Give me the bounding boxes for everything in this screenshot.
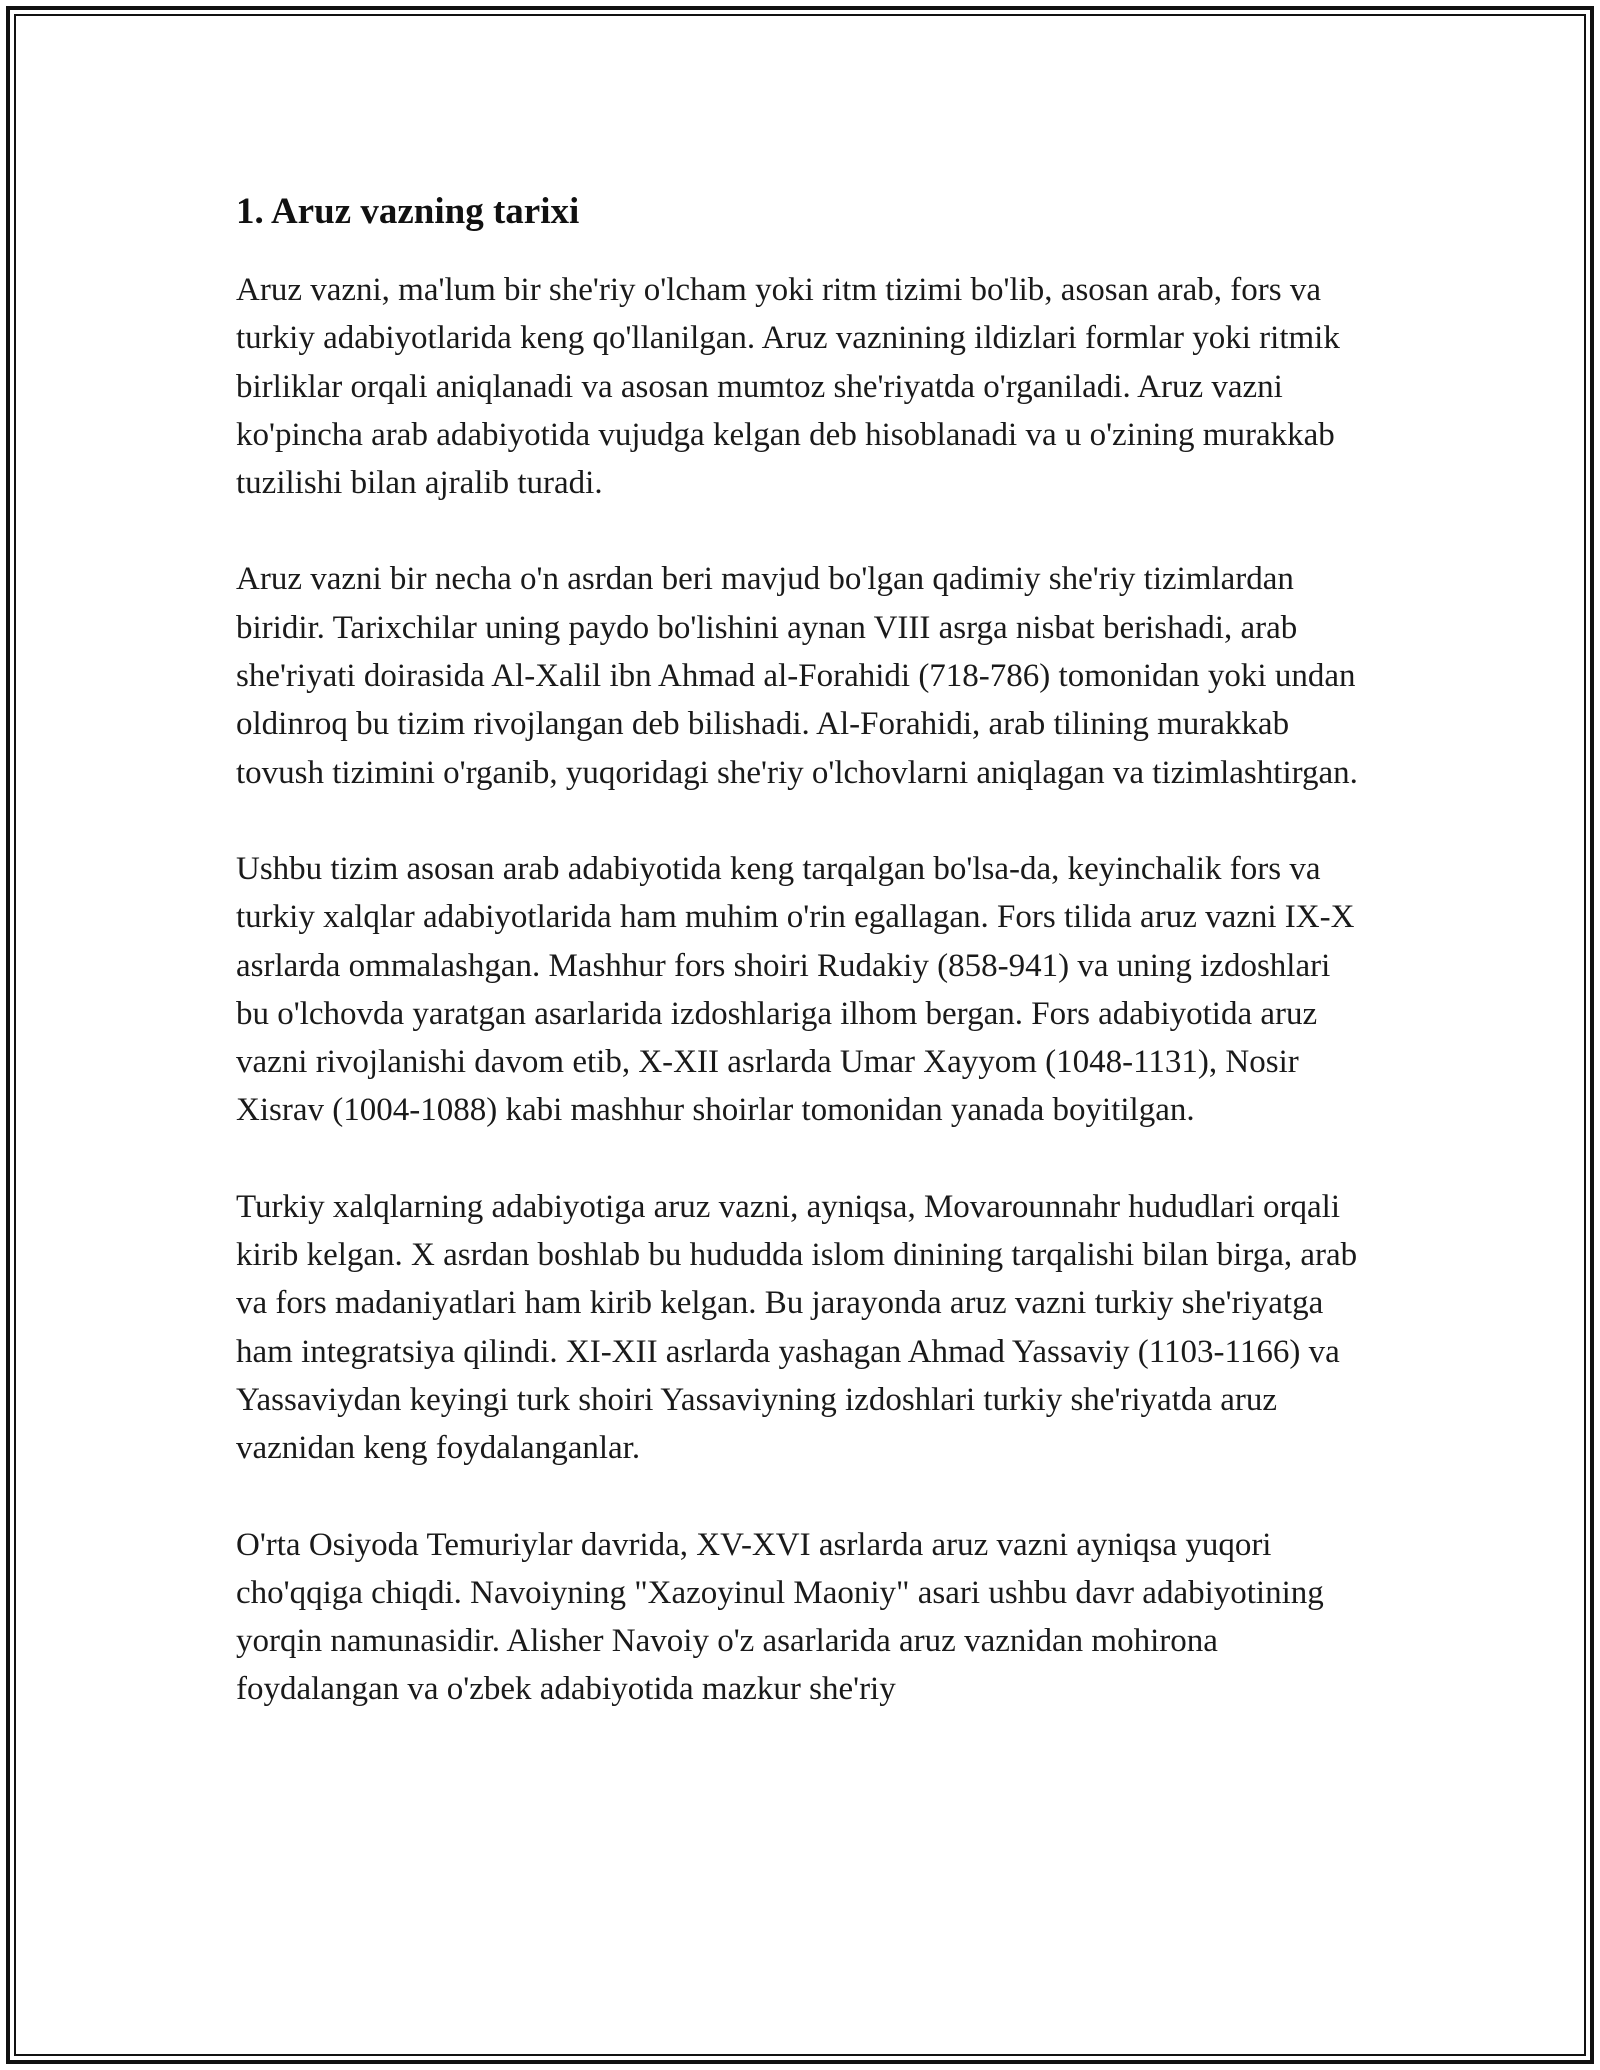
document-body [236,186,1366,1762]
paragraph-2: Aruz vazni bir necha o'n asrdan beri mavjud bo'lgan qadimiy she'riy tizimlardan biridir. Tarixchilar uning paydo bo'lishini aynan VIII asrga nisbat berishadi, arab she'riyati doirasida Al-Xalil ibn Ahmad al-Forahidi (718-786) tomonidan yoki undan oldinroq bu tizim rivojlangan deb bilishadi. Al-Forahidi, arab tilining murakkab tovush tizimini o'rganib, yuqoridagi she'riy o'lchovlarni aniqlagan va tizimlashtirgan. [236,561,1358,791]
section-heading: 1. Aruz vazning tarixi [236,191,580,232]
paragraph-1: Aruz vazni, ma'lum bir she'riy o'lcham yoki ritm tizimi bo'lib, asosan arab, fors va turkiy adabiyotlarida keng qo'llanilgan. Aruz vaznining ildizlari formlar yoki ritmik birliklar orqali aniqlanadi va asosan mumtoz she'riyatda o'rganiladi. Aruz vazni ko'pincha arab adabiyotida vujudga kelgan deb hisoblanadi va u o'zining murakkab tuzilishi bilan ajralib turadi. [236,272,1340,502]
paragraph-4: Turkiy xalqlarning adabiyotiga aruz vazni, ayniqsa, Movarounnahr hududlari orqali kirib kelgan. X asrdan boshlab bu hududda islom dinining tarqalishi bilan birga, arab va fors madaniyatlari ham kirib kelgan. Bu jarayonda aruz vazni turkiy she'riyatga ham integratsiya qilindi. XI-XII asrlarda yashagan Ahmad Yassaviy (1103-1166) va Yassaviydan keyingi turk shoiri Yassaviyning izdoshlari turkiy she'riyatda aruz vaznidan keng foydalanganlar. [236,1188,1358,1467]
paragraph-3: Ushbu tizim asosan arab adabiyotida keng tarqalgan bo'lsa-da, keyinchalik fors va turkiy xalqlar adabiyotlarida ham muhim o'rin egallagan. Fors tilida aruz vazni IX-X asrlarda ommalashgan. Mashhur fors shoiri Rudakiy (858-941) va uning izdoshlari bu o'lchovda yaratgan asarlarida izdoshlariga ilhom bergan. Fors adabiyotida aruz vazni rivojlanishi davom etib, X-XII asrlarda Umar Xayyom (1048-1131), Nosir Xisrav (1004-1088) kabi mashhur shoirlar tomonidan yanada boyitilgan. [236,850,1355,1129]
paragraph-5: O'rta Osiyoda Temuriylar davrida, XV-XVI asrlarda aruz vazni ayniqsa yuqori cho'qqiga chiqdi. Navoiyning "Xazoyinul Maoniy" asari ushbu davr adabiyotining yorqin namunasidir. Alisher Navoiy o'z asarlarida aruz vaznidan mohirona foydalangan va o'zbek adabiyotida mazkur she'riy [236,1526,1324,1708]
